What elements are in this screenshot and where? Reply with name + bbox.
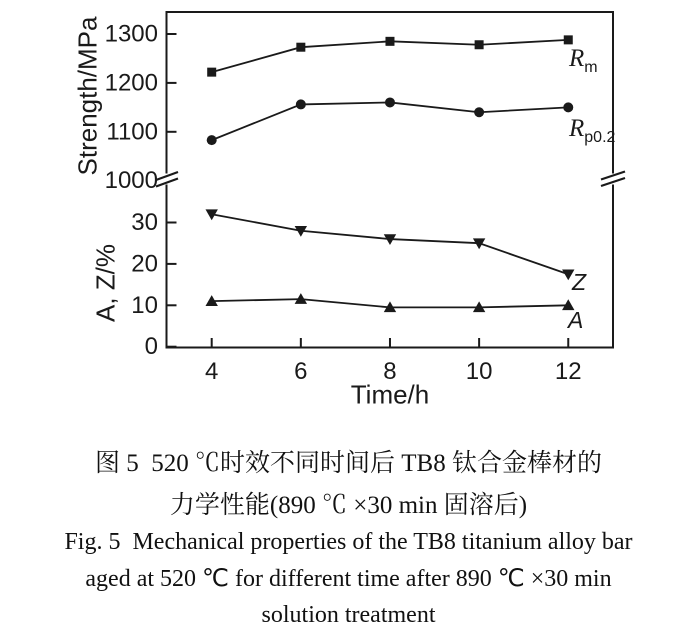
rp02-subscript: p0.2 <box>584 128 616 146</box>
x-tick-label: 12 <box>554 358 582 385</box>
caption-en-line2: aged at 520 ℃ for different time after 890 ℃ ×30 min <box>85 566 612 592</box>
y-axis-label-a-z: A, Z/% <box>90 243 121 323</box>
right-axis-break-icon <box>601 172 625 187</box>
data-point-rp0.2 <box>474 107 484 117</box>
y-tick-label: 1200 <box>104 69 158 97</box>
y-tick-label: 20 <box>131 250 158 278</box>
x-tick-label: 10 <box>465 358 493 385</box>
y-tick-label: 30 <box>131 209 158 236</box>
data-point-rm <box>207 68 216 77</box>
caption-zh-line2: 力学性能(890 ℃ ×30 min 固溶后) <box>169 492 528 519</box>
rm-symbol: R <box>569 45 585 72</box>
y-tick-label: 1000 <box>104 167 158 195</box>
x-tick-label: 6 <box>294 358 308 385</box>
series-label-rm <box>569 45 598 77</box>
series-label-z: Z <box>572 269 587 295</box>
data-point-rm <box>564 35 573 44</box>
y-tick-label: 10 <box>131 291 158 319</box>
data-point-rp0.2 <box>385 97 395 107</box>
plot-frame <box>167 12 614 348</box>
rp02-symbol: R <box>569 115 585 142</box>
data-point-rm <box>296 43 305 52</box>
y-tick-label: 0 <box>144 333 158 361</box>
y-tick-label: 1100 <box>106 118 158 146</box>
caption-en-line1: Fig. 5 Mechanical properties of the TB8 titanium alloy bar <box>64 529 633 555</box>
data-point-rm <box>475 40 484 49</box>
x-axis-label-time: Time/h <box>350 379 430 410</box>
data-point-rp0.2 <box>563 102 573 112</box>
y-tick-label: 1300 <box>104 20 158 48</box>
series-label-a: A <box>568 307 584 333</box>
x-tick-label: 4 <box>205 358 219 385</box>
y-axis-label-strength: Strength/MPa <box>72 16 103 176</box>
caption-en-line3: solution treatment <box>261 602 436 628</box>
caption-zh-line1: 图 5 520 ℃时效不同时间后 TB8 钛合金棒材的 <box>95 450 602 477</box>
series-line-rp0.2 <box>212 102 569 140</box>
data-point-rp0.2 <box>207 135 217 145</box>
rm-subscript: m <box>584 58 598 76</box>
data-point-rp0.2 <box>296 99 306 109</box>
series-label-rp02 <box>569 115 615 147</box>
left-axis-break-icon <box>156 172 178 187</box>
data-point-rm <box>385 37 394 46</box>
x-tick-label: 8 <box>383 358 397 385</box>
